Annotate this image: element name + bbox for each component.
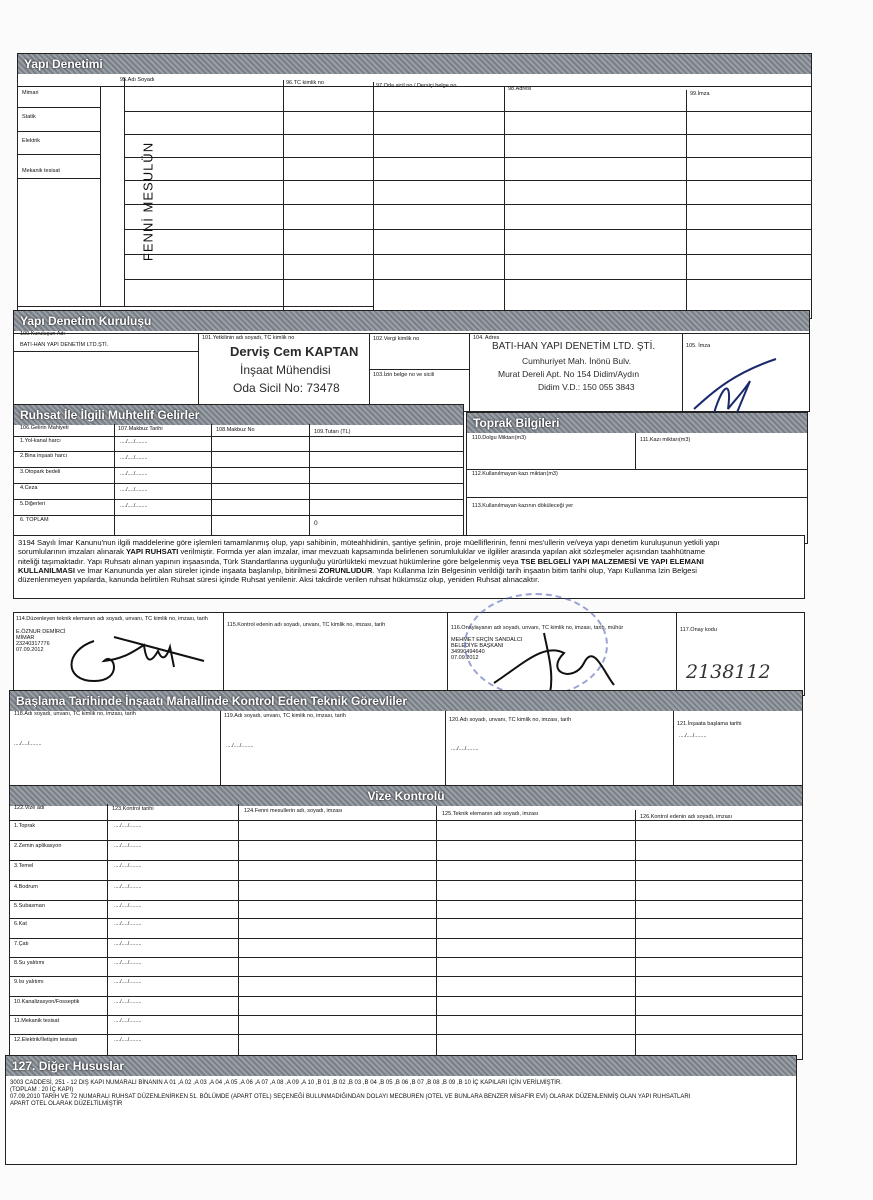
section-title: Toprak Bilgileri (467, 413, 807, 433)
para-line: niteliği taşımaktadır. Yapı Ruhsatı alınan yapının inşaasında, Türk Standartlarına uygunluğu yürürlükteki mevzuat hükümlerine göre belgelenmiş veya (18, 556, 521, 566)
field-104-label: 104. Adres (473, 335, 500, 341)
grid-line (124, 229, 811, 230)
grid-line (10, 880, 802, 881)
date-placeholder: ..../..../........ (114, 979, 142, 985)
grid-line (124, 134, 811, 135)
col-124-label: 124.Fenni mesullerin adı, soyadı, imzası (244, 808, 343, 814)
diger-hususlar-section (5, 1055, 797, 1165)
toprak-section (466, 412, 808, 544)
mayor-signature (484, 623, 624, 695)
field-114-name: E.ÖZNUR DEMİRCİ (16, 629, 66, 635)
col-99-label: 99.İmza (690, 91, 710, 97)
para-line: ve İmar Kanununda yer alan süreler içinde inşaata başlanılıp, bitirilmesi (74, 565, 319, 575)
vize-row-zemin: 2.Zemin aplikasyon (14, 843, 62, 849)
vize-row-bodrum: 4.Bodrum (14, 884, 38, 890)
para-line: 3194 Sayılı İmar Kanunu'nun ilgili maddelerine göre işlemleri tamamlanmış olup, yapı sahibinin, müteahhidinin, şantiye şefinin, proje müelliflerinin, fenni mes'ullerin ve/veya yapı denetim kuruluşunun yetkili yapı (18, 538, 720, 547)
company-stamp-line3: Murat Dereli Apt. No 154 Didim/Aydın (498, 369, 640, 379)
field-117-label: 117.Onay kodu (680, 627, 717, 633)
field-114-tc: 23240317776 (16, 641, 50, 647)
grid-line (676, 613, 677, 695)
grid-line (18, 107, 100, 108)
row-toplam: 6. TOPLAM (20, 517, 49, 523)
field-114-title: MİMAR (16, 635, 35, 641)
date-placeholder: ..../..../........ (451, 746, 479, 752)
date-placeholder: ..../..../........ (120, 439, 148, 445)
grid-line (283, 80, 284, 318)
company-stamp-line4: Didim V.D.: 150 055 3843 (538, 382, 635, 392)
para-line: sorumlularının imzaları alınarak (18, 547, 127, 557)
grid-line (124, 157, 811, 158)
grid-line (10, 860, 802, 861)
vize-row-elektrik: 12.Elektrik/İletişim tesisatı (14, 1037, 78, 1043)
grid-line (467, 497, 807, 498)
col-122-label: 122.Vize adı (14, 805, 45, 811)
vize-row-isi: 9.Isı yalıtımı (14, 979, 44, 985)
col-97-label: 97.Oda sicil no / Dersiçi belge no (376, 83, 457, 89)
grid-line (635, 810, 636, 1059)
grid-line (467, 469, 807, 470)
grid-line (223, 613, 224, 695)
grid-line (18, 131, 100, 132)
company-stamp-line1: BATI-HAN YAPI DENETİM LTD. ŞTİ. (492, 341, 656, 352)
grid-line (124, 180, 811, 181)
grid-line (18, 306, 373, 307)
grid-line (124, 78, 125, 306)
date-placeholder: ..../..../........ (114, 884, 142, 890)
row-otopark: 3.Otopark bedeli (20, 469, 61, 475)
grid-line (14, 467, 463, 468)
grid-line (10, 918, 802, 919)
stamp-name: Derviş Cem KAPTAN (230, 344, 359, 359)
grid-line (10, 976, 802, 977)
grid-line (445, 711, 446, 789)
field-113-label: 113.Kullanılmayan kazının döküleceği yer (472, 503, 574, 509)
field-119-label: 119.Adı soyadı, unvanı, TC kimlik no, imzası, tarih (224, 713, 346, 719)
grid-line (10, 900, 802, 901)
field-114-label: 114.Düzenleyen teknik elemanın adı soyadı, unvanı, TC kimlik no, imzası, tarih (16, 616, 208, 622)
diger-line-2: (TOPLAM : 20 İÇ KAPI) (10, 1087, 74, 1093)
vize-row-subasman: 5.Subasman (14, 903, 45, 909)
grid-line (198, 333, 199, 411)
divider (14, 333, 809, 334)
col-125-label: 125.Teknik elemanın adı soyadı, imzası (442, 811, 539, 817)
grid-line (10, 996, 802, 997)
date-placeholder: ..../..../........ (120, 503, 148, 509)
grid-line (10, 1034, 802, 1035)
grid-line (504, 86, 505, 318)
row-yol-kanal: 1.Yol-kanal harcı (20, 438, 61, 444)
grid-line (18, 154, 100, 155)
field-105-label: 105. İmza (686, 343, 711, 349)
stamp-sicil: Oda Sicil No: 73478 (233, 381, 340, 395)
para-bold: YAPI RUHSATI (126, 547, 179, 557)
date-placeholder: ..../..../........ (114, 1018, 142, 1024)
diger-line-1: 3003 CADDESİ, 251 - 12 DIŞ KAPI NUMARALI BİNANIN A 01 ,A 02 ,A 03 ,A 04 ,A 05 ,A 06 ,A 07 ,A 08 ,A 09 ,A 10 ,B 01 ,B 02 ,B 03 ,B 04 ,B 05 ,B 06 ,B 07 ,B 08 ,B 09 ,B 10 İÇ KAPILARI İÇİN VERİLMİŞTİR. (10, 1080, 562, 1086)
vize-row-toprak: 1.Toprak (14, 823, 36, 829)
date-placeholder: ..../..../........ (120, 455, 148, 461)
date-placeholder: ..../..../........ (114, 843, 142, 849)
row-ceza: 4.Ceza (20, 485, 38, 491)
grid-line (124, 111, 811, 112)
row-mimari: Mimari (22, 90, 39, 96)
col-95-label: 95.Adı Soyadı (120, 77, 155, 83)
section-title: Vize Kontrolü (10, 786, 802, 806)
grid-line (436, 806, 437, 1059)
yapi-denetimi-section (17, 53, 812, 319)
date-placeholder: ..../..../........ (114, 823, 142, 829)
grid-line (447, 613, 448, 695)
col-123-label: 123.Kontrol tarihi (112, 806, 154, 812)
field-116-tc: 34990494640 (451, 649, 485, 655)
date-placeholder: ..../..../........ (114, 941, 142, 947)
date-placeholder: ..../..../........ (120, 471, 148, 477)
grid-line (10, 938, 802, 939)
field-116-name: MEHMET ERÇİN SANDALCI (451, 637, 523, 643)
section-title: Yapı Denetim Kuruluşu (14, 311, 809, 331)
grid-line (14, 499, 463, 500)
date-placeholder: ..../..../........ (679, 733, 707, 739)
grid-line (10, 1015, 802, 1016)
field-118-label: 118.Adı soyadı, unvanı, TC kimlik no, imzası, tarih (14, 711, 136, 717)
col-109-label: 109.Tutarı (TL) (314, 429, 351, 435)
field-116-date: 07.09.2012 (451, 655, 479, 661)
field-114-date: 07.09.2012 (16, 647, 44, 653)
diger-line-3: 07.09.2010 TARİH VE 72 NUMARALI RUHSAT DÜZENLENİRKEN 51. BÖLÜMDE (APART OTEL) SEÇENEĞİ BULUNMADIĞINDAN DOLAYI MECBUREN (OTEL VE BUNLARA BENZER MİSAFİR EVİ) OLARAK DÜZENLENMİŞ OLAN YAPI RUHSATLARI (10, 1094, 691, 1100)
col-107-label: 107.Makbuz Tarihi (118, 426, 163, 432)
stamp-title: İnşaat Mühendisi (240, 363, 331, 377)
vize-row-su: 8.Su yalıtımı (14, 960, 45, 966)
legal-paragraph (18, 538, 800, 584)
baslama-section (9, 690, 803, 790)
vize-section (9, 785, 803, 1060)
field-100-label: 100.Kuruluşun Adı (20, 331, 65, 337)
row-statik: Statik (22, 114, 36, 120)
date-placeholder: ..../..../........ (114, 999, 142, 1005)
field-112-label: 112.Kullanılmayan kazı miktarı(m3) (472, 471, 558, 477)
grid-line (369, 369, 469, 370)
diger-line-4: APART OTEL OLARAK DÜZELTİLMİŞTİR (10, 1101, 123, 1107)
row-elektrik: Elektrik (22, 138, 41, 144)
row-bina-insaati: 2.Bina inşaatı harcı (20, 453, 68, 459)
col-106-label: 106.Gelirin Mahiyeti (20, 425, 69, 431)
grid-line (14, 351, 198, 352)
para-line: . Yapı Kullanma İzin Belgesinin verildiği tarih inşaatın bitim tarihi olup, Yapı Kullanma İzin Belgesi (372, 565, 697, 575)
field-111-label: 111.Kazı miktarı(m3) (640, 437, 691, 443)
legal-paragraph-box (13, 535, 805, 599)
grid-line (107, 804, 108, 1059)
vize-row-kanalizasyon: 10.Kanalizasyon/Fosseptik (14, 999, 80, 1005)
grid-line (682, 333, 683, 411)
field-100-value: BATI-HAN YAPI DENETİM LTD.ŞTİ. (20, 342, 109, 348)
date-placeholder: ..../..../........ (114, 903, 142, 909)
signatures-section (13, 612, 805, 696)
para-bold: KULLANILMASI (18, 565, 75, 575)
row-digerleri: 5.Diğerleri (20, 501, 46, 507)
grid-line (10, 840, 802, 841)
date-placeholder: ..../..../........ (120, 487, 148, 493)
date-placeholder: ..../..../........ (114, 921, 142, 927)
grid-line (673, 711, 674, 789)
section-title: Yapı Denetimi (18, 54, 811, 74)
grid-line (124, 279, 811, 280)
fenni-mesulun-vertical-label: FENNİ MESULÜN (140, 141, 156, 262)
grid-line (238, 804, 239, 1059)
vize-row-temel: 3.Temel (14, 863, 34, 869)
date-placeholder: ..../..../........ (114, 1037, 142, 1043)
grid-line (373, 82, 374, 318)
grid-line (124, 204, 811, 205)
kurulus-signature (684, 351, 794, 421)
section-title: Ruhsat İle İlgili Muhtelif Gelirler (14, 405, 463, 425)
grid-line (10, 957, 802, 958)
field-103-label: 103.İzin belge no ve sicili (373, 372, 435, 378)
section-title: 127. Diğer Hususlar (6, 1056, 796, 1076)
technician-signature (54, 621, 214, 689)
kurulus-section (13, 310, 810, 412)
grid-line (10, 820, 802, 821)
col-96-label: 96.TC kimlik no (286, 80, 324, 86)
field-102-label: 102.Vergi kimlik no (373, 336, 420, 342)
grid-line (469, 333, 470, 411)
date-placeholder: ..../..../........ (114, 960, 142, 966)
grid-line (114, 424, 115, 536)
date-placeholder: ..../..../........ (226, 743, 254, 749)
grid-line (635, 433, 636, 469)
total-value: 0 (314, 520, 318, 527)
field-101-label: 101.Yetkilinin adı soyadı, TC kimlik no (202, 335, 295, 341)
grid-line (369, 333, 370, 411)
grid-line (309, 424, 310, 536)
grid-line (220, 711, 221, 789)
grid-line (100, 86, 101, 306)
field-121-label: 121.İnşaata başlama tarihi (677, 721, 742, 727)
gelirler-section (13, 404, 464, 537)
para-line: verilmiştir. Formda yer alan imzalar, imar mevzuatı kapsamında belirlenen sorumluluklar ve ilgililer arasında yapılan akit sözleşmeler açısından taahhütname (178, 547, 706, 557)
para-line: düzenlenmeyen yapılarda, kanunda belirtilen Ruhsat süresi içinde Ruhsat yenilenir. Aksi takdirde verilen ruhsat hükümsüz olup, yeniden Ruhsat alınacaktır. (18, 575, 540, 585)
approval-code: 2138112 (686, 661, 771, 683)
vize-row-kat: 6.Kat (14, 921, 27, 927)
field-116-label: 116.Onaylayanın adı soyadı, unvanı, TC kimlik no, imzası, tarih, mühür (451, 625, 624, 631)
grid-line (18, 178, 100, 179)
field-120-label: 120.Adı soyadı, unvanı, TC kimlik no, imzası, tarih (449, 717, 572, 723)
col-98-label: 98.Adresi (508, 86, 532, 92)
col-126-label: 126.Kontrol edenin adı soyadı, imzası (640, 814, 733, 820)
para-bold: TSE BELGELİ YAPI MALZEMESİ VE YAPI ELEMANI (520, 556, 704, 566)
grid-line (124, 254, 811, 255)
company-stamp-line2: Cumhuriyet Mah. İnönü Bulv. (522, 356, 631, 366)
field-116-title: BELEDİYE BAŞKANI (451, 643, 504, 649)
para-bold: ZORUNLUDUR (318, 565, 373, 575)
grid-line (211, 424, 212, 536)
field-115-label: 115.Kontrol edenin adı soyadı, unvanı, TC kimlik no, imzası, tarih (227, 622, 386, 628)
grid-line (14, 451, 463, 452)
vize-row-mekanik: 11.Mekanik tesisat (14, 1018, 60, 1024)
section-title: Başlama Tarihinde İnşaatı Mahallinde Kontrol Eden Teknik Görevliler (10, 691, 802, 711)
col-108-label: 108.Makbuz No (216, 427, 255, 433)
grid-line (14, 483, 463, 484)
date-placeholder: ..../..../........ (114, 863, 142, 869)
vize-row-cati: 7.Çatı (14, 941, 29, 947)
grid-line (14, 436, 463, 437)
date-placeholder: ..../..../........ (14, 741, 42, 747)
grid-line (14, 515, 463, 516)
row-mekanik: Mekanik tesisat (22, 168, 60, 174)
field-110-label: 110.Dolgu Miktarı(m3) (472, 435, 526, 441)
